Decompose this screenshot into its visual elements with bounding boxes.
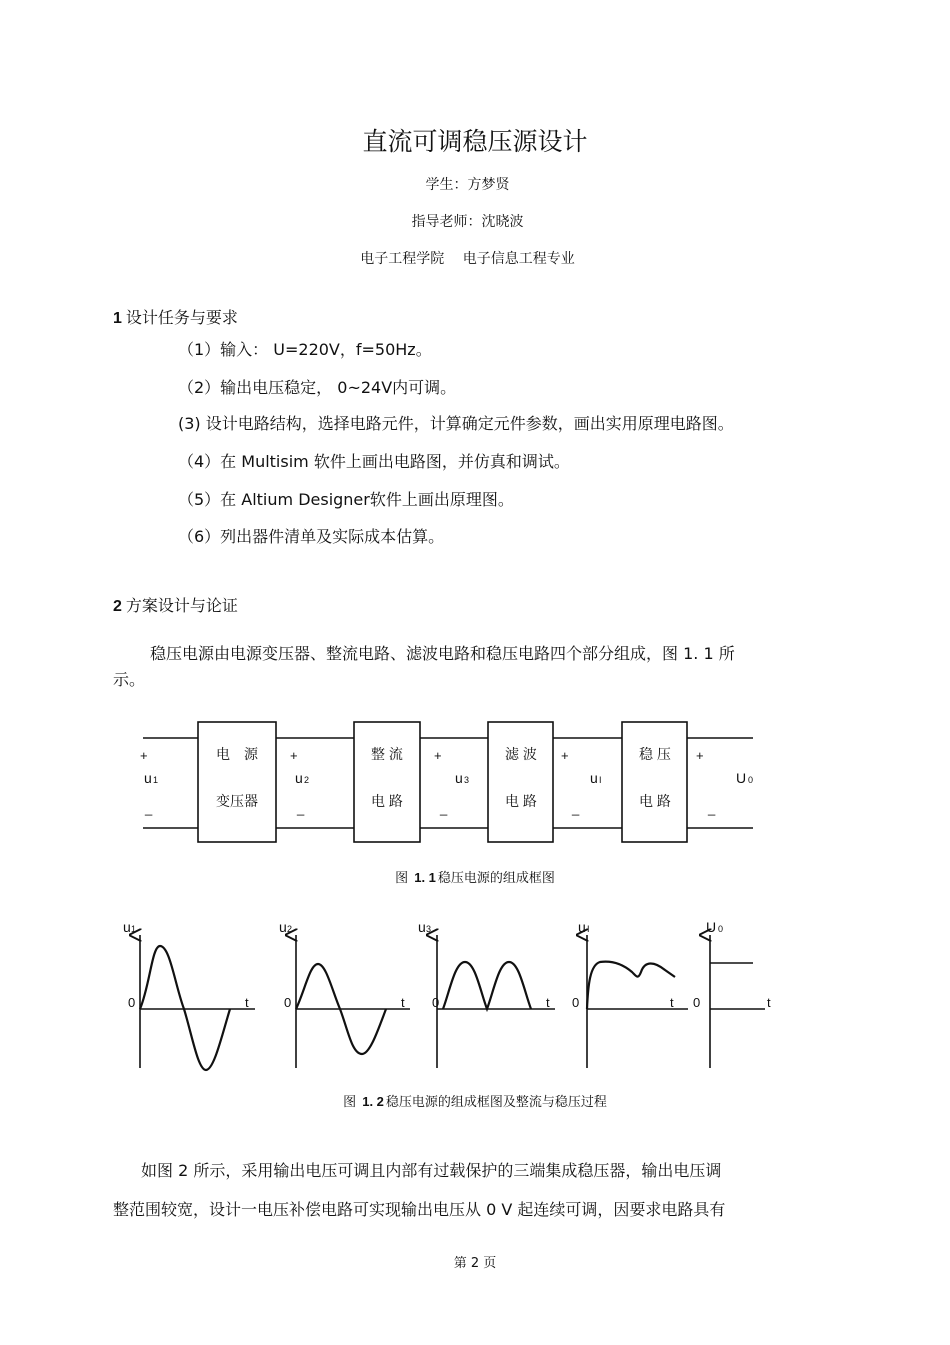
axis-label: u bbox=[123, 919, 131, 935]
t-label: t bbox=[767, 995, 771, 1010]
caption-text: 稳压电源的组成框图及整流与稳压过程 bbox=[385, 1095, 607, 1110]
paragraph-line: 如图 2 所示，采用输出电压可调且内部有过载保护的三端集成稳压器，输出电压调 bbox=[141, 1161, 722, 1180]
requirement-item: （6）列出器件清单及实际成本估算。 bbox=[178, 527, 445, 546]
page-footer bbox=[0, 1252, 950, 1271]
axis-subscript: 2 bbox=[287, 924, 293, 934]
axis-subscript: 3 bbox=[426, 924, 432, 934]
caption-number: 1. 1 bbox=[414, 870, 436, 885]
department: 电子工程学院 电子信息工程专业 bbox=[360, 251, 575, 267]
section-title: 方案设计与论证 bbox=[125, 596, 238, 615]
port-plus: + bbox=[140, 748, 148, 763]
student-name: 学生：方梦贤 bbox=[425, 177, 510, 193]
block-text: 变压器 bbox=[216, 793, 258, 809]
port-plus: + bbox=[696, 748, 704, 763]
axis-label: u bbox=[279, 919, 287, 935]
port-minus: _ bbox=[572, 801, 580, 816]
regulator-block bbox=[622, 722, 687, 842]
sine-wave bbox=[140, 946, 230, 1070]
port-label: U bbox=[736, 770, 747, 786]
rectifier-block bbox=[354, 722, 420, 842]
block-text: 稳 压 bbox=[639, 746, 671, 762]
port-subscript: 3 bbox=[464, 775, 470, 785]
section-number: 1 bbox=[113, 310, 122, 327]
port-minus: _ bbox=[708, 801, 716, 816]
requirement-item: （4）在 Multisim 软件上画出电路图，并仿真和调试。 bbox=[178, 452, 570, 471]
port-label: u bbox=[144, 770, 152, 786]
section-title: 设计任务与要求 bbox=[125, 308, 238, 327]
port-label: u bbox=[295, 770, 303, 786]
ripple-wave bbox=[587, 962, 675, 1009]
footer-prefix: 第 bbox=[453, 1256, 467, 1271]
axis-label: U bbox=[706, 919, 717, 935]
caption-prefix: 图 bbox=[343, 1095, 357, 1110]
port-subscript: 0 bbox=[748, 775, 754, 785]
advisor-name: 指导老师：沈晓波 bbox=[411, 214, 524, 230]
block-text: 滤 波 bbox=[505, 746, 537, 762]
caption-prefix: 图 bbox=[395, 871, 409, 886]
t-label: t bbox=[245, 995, 249, 1010]
port-plus: + bbox=[290, 748, 298, 763]
port-plus: + bbox=[561, 748, 569, 763]
block-text: 电 路 bbox=[505, 793, 537, 809]
paragraph-line: 整范围较宽，设计一电压补偿电路可实现输出电压从 0 V 起连续可调，因要求电路具有 bbox=[113, 1200, 726, 1219]
block-text: 整 流 bbox=[371, 746, 403, 762]
requirement-item: （5）在 Altium Designer软件上画出原理图。 bbox=[178, 490, 514, 509]
axis-label: u bbox=[578, 919, 586, 935]
port-minus: _ bbox=[440, 801, 448, 816]
rectified-wave bbox=[443, 962, 531, 1009]
requirement-item: (3) 设计电路结构，选择电路元件，计算确定元件参数，画出实用原理电路图。 bbox=[178, 414, 734, 433]
t-label: t bbox=[670, 995, 674, 1010]
paragraph-line: 示。 bbox=[113, 670, 146, 689]
page-title: 直流可调稳压源设计 bbox=[362, 127, 588, 156]
section-2-heading bbox=[113, 593, 238, 616]
page-number: 2 bbox=[470, 1256, 480, 1271]
t-label: t bbox=[401, 995, 405, 1010]
filter-block bbox=[488, 722, 553, 842]
port-label: u bbox=[590, 770, 598, 786]
figure-caption bbox=[0, 1091, 950, 1110]
origin-label: 0 bbox=[572, 995, 580, 1010]
caption-number: 1. 2 bbox=[362, 1094, 384, 1109]
origin-label: 0 bbox=[693, 995, 701, 1010]
figure-caption bbox=[0, 867, 950, 886]
axis-subscript: I bbox=[587, 924, 590, 934]
port-minus: _ bbox=[145, 801, 153, 816]
caption-text: 稳压电源的组成框图 bbox=[437, 871, 555, 886]
section-1-heading bbox=[113, 305, 238, 328]
origin-label: 0 bbox=[128, 995, 136, 1010]
footer-suffix: 页 bbox=[483, 1256, 497, 1271]
block-text: 电 路 bbox=[639, 793, 671, 809]
t-label: t bbox=[546, 995, 550, 1010]
port-plus: + bbox=[434, 748, 442, 763]
port-minus: _ bbox=[297, 801, 305, 816]
block-text: 电 源 bbox=[216, 746, 258, 762]
axis-label: u bbox=[418, 919, 426, 935]
requirement-item: （2）输出电压稳定， 0~24V内可调。 bbox=[178, 378, 457, 397]
axis-subscript: 1 bbox=[131, 924, 137, 934]
paragraph-line: 稳压电源由电源变压器、整流电路、滤波电路和稳压电路四个部分组成，图 1. 1 所 bbox=[150, 644, 735, 663]
section-number: 2 bbox=[113, 598, 122, 615]
sine-wave bbox=[296, 964, 386, 1054]
requirement-item: （1）输入： U=220V，f=50Hz。 bbox=[178, 340, 432, 359]
port-subscript: I bbox=[599, 775, 602, 785]
origin-label: 0 bbox=[432, 995, 440, 1010]
port-label: u bbox=[455, 770, 463, 786]
block-text: 电 路 bbox=[371, 793, 403, 809]
port-subscript: 1 bbox=[153, 775, 159, 785]
origin-label: 0 bbox=[284, 995, 292, 1010]
transformer-block bbox=[198, 722, 276, 842]
port-subscript: 2 bbox=[304, 775, 310, 785]
axis-subscript: 0 bbox=[718, 924, 724, 934]
